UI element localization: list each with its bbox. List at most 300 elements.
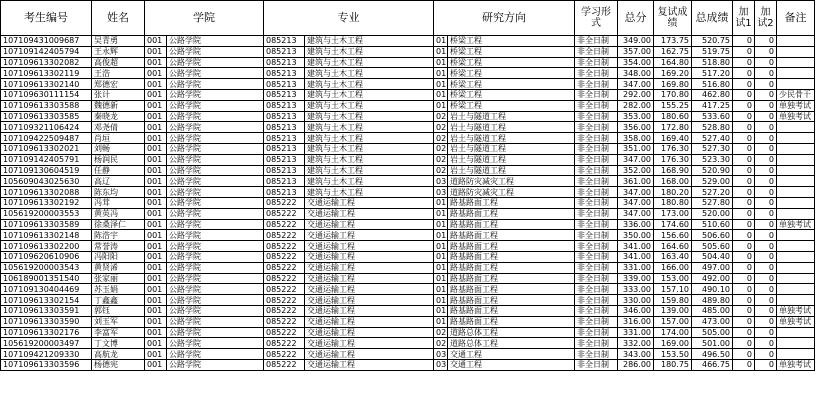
header-study-mode[interactable]: 学习形式: [575, 1, 618, 36]
cell-retest-score[interactable]: 153.00: [654, 273, 692, 284]
cell-college-name[interactable]: 公路学院: [167, 327, 264, 338]
cell-major-name[interactable]: 交通运输工程: [305, 273, 434, 284]
cell-direction-code[interactable]: 01: [434, 241, 448, 252]
cell-direction-code[interactable]: 01: [434, 68, 448, 79]
cell-direction-name[interactable]: 桥梁工程: [448, 79, 575, 90]
cell-extra-test-1[interactable]: 0: [733, 284, 755, 295]
cell-direction-code[interactable]: 01: [434, 305, 448, 316]
cell-direction-code[interactable]: 02: [434, 143, 448, 154]
cell-total-score[interactable]: 358.00: [618, 133, 654, 144]
cell-extra-test-1[interactable]: 0: [733, 176, 755, 187]
cell-direction-name[interactable]: 路基路面工程: [448, 230, 575, 241]
cell-name[interactable]: 高俊超: [92, 57, 145, 68]
cell-final-score[interactable]: 527.40: [692, 133, 733, 144]
cell-study-mode[interactable]: 非全日制: [575, 241, 618, 252]
cell-name[interactable]: 刘畅: [92, 143, 145, 154]
cell-retest-score[interactable]: 168.90: [654, 165, 692, 176]
cell-remarks[interactable]: 少民骨干: [777, 89, 815, 100]
cell-college-code[interactable]: 001: [145, 295, 167, 306]
cell-total-score[interactable]: 341.00: [618, 251, 654, 262]
cell-extra-test-1[interactable]: 0: [733, 208, 755, 219]
cell-study-mode[interactable]: 非全日制: [575, 359, 618, 370]
cell-remarks[interactable]: [777, 230, 815, 241]
cell-college-code[interactable]: 001: [145, 68, 167, 79]
cell-retest-score[interactable]: 139.00: [654, 305, 692, 316]
cell-retest-score[interactable]: 164.80: [654, 57, 692, 68]
cell-final-score[interactable]: 527.30: [692, 143, 733, 154]
cell-remarks[interactable]: [777, 349, 815, 360]
cell-major-code[interactable]: 085222: [264, 197, 305, 208]
cell-total-score[interactable]: 351.00: [618, 143, 654, 154]
cell-direction-name[interactable]: 桥梁工程: [448, 57, 575, 68]
header-name[interactable]: 姓名: [92, 1, 145, 36]
cell-major-code[interactable]: 085222: [264, 327, 305, 338]
cell-major-name[interactable]: 建筑与土木工程: [305, 154, 434, 165]
cell-major-code[interactable]: 085222: [264, 349, 305, 360]
cell-candidate-id[interactable]: 107109613302082: [1, 57, 92, 68]
cell-name[interactable]: 苏玉娟: [92, 284, 145, 295]
cell-candidate-id[interactable]: 107109613302200: [1, 241, 92, 252]
cell-college-name[interactable]: 公路学院: [167, 89, 264, 100]
cell-remarks[interactable]: 单独考试: [777, 359, 815, 370]
cell-major-code[interactable]: 085213: [264, 133, 305, 144]
cell-remarks[interactable]: 单独考试: [777, 316, 815, 327]
cell-total-score[interactable]: 361.00: [618, 176, 654, 187]
cell-direction-code[interactable]: 02: [434, 111, 448, 122]
cell-candidate-id[interactable]: 107109321106424: [1, 122, 92, 133]
header-remarks[interactable]: 备注: [777, 1, 815, 36]
cell-extra-test-1[interactable]: 0: [733, 251, 755, 262]
cell-extra-test-1[interactable]: 0: [733, 36, 755, 47]
cell-candidate-id[interactable]: 107109613302021: [1, 143, 92, 154]
cell-retest-score[interactable]: 180.75: [654, 359, 692, 370]
header-final-score[interactable]: 总成绩: [692, 1, 733, 36]
cell-major-code[interactable]: 085213: [264, 100, 305, 111]
cell-total-score[interactable]: 343.00: [618, 349, 654, 360]
cell-direction-code[interactable]: 01: [434, 230, 448, 241]
cell-final-score[interactable]: 462.80: [692, 89, 733, 100]
cell-retest-score[interactable]: 153.50: [654, 349, 692, 360]
cell-college-name[interactable]: 公路学院: [167, 208, 264, 219]
cell-direction-name[interactable]: 桥梁工程: [448, 36, 575, 47]
cell-major-name[interactable]: 交通运输工程: [305, 219, 434, 230]
cell-major-code[interactable]: 085222: [264, 241, 305, 252]
cell-major-code[interactable]: 085213: [264, 122, 305, 133]
cell-study-mode[interactable]: 非全日制: [575, 122, 618, 133]
cell-remarks[interactable]: [777, 165, 815, 176]
cell-final-score[interactable]: 516.80: [692, 79, 733, 90]
cell-extra-test-1[interactable]: 0: [733, 230, 755, 241]
cell-final-score[interactable]: 517.20: [692, 68, 733, 79]
cell-retest-score[interactable]: 157.10: [654, 284, 692, 295]
cell-final-score[interactable]: 519.75: [692, 46, 733, 57]
cell-college-name[interactable]: 公路学院: [167, 295, 264, 306]
cell-total-score[interactable]: 350.00: [618, 230, 654, 241]
cell-major-code[interactable]: 085222: [264, 219, 305, 230]
cell-extra-test-1[interactable]: 0: [733, 100, 755, 111]
cell-major-name[interactable]: 建筑与土木工程: [305, 36, 434, 47]
cell-college-code[interactable]: 001: [145, 349, 167, 360]
cell-extra-test-2[interactable]: 0: [755, 57, 777, 68]
cell-candidate-id[interactable]: 107109613302176: [1, 327, 92, 338]
cell-candidate-id[interactable]: 105619200003497: [1, 338, 92, 349]
cell-extra-test-2[interactable]: 0: [755, 68, 777, 79]
cell-candidate-id[interactable]: 107109613303588: [1, 100, 92, 111]
cell-college-name[interactable]: 公路学院: [167, 111, 264, 122]
cell-final-score[interactable]: 417.25: [692, 100, 733, 111]
cell-college-code[interactable]: 001: [145, 305, 167, 316]
cell-direction-code[interactable]: 03: [434, 359, 448, 370]
cell-candidate-id[interactable]: 107109431009687: [1, 36, 92, 47]
cell-direction-code[interactable]: 01: [434, 284, 448, 295]
cell-major-name[interactable]: 建筑与土木工程: [305, 57, 434, 68]
cell-name[interactable]: 刘玉军: [92, 316, 145, 327]
cell-college-name[interactable]: 公路学院: [167, 241, 264, 252]
cell-candidate-id[interactable]: 107109613302140: [1, 79, 92, 90]
cell-direction-code[interactable]: 01: [434, 316, 448, 327]
cell-college-code[interactable]: 001: [145, 36, 167, 47]
cell-study-mode[interactable]: 非全日制: [575, 187, 618, 198]
cell-direction-name[interactable]: 交通工程: [448, 359, 575, 370]
cell-extra-test-2[interactable]: 0: [755, 359, 777, 370]
cell-major-name[interactable]: 交通运输工程: [305, 338, 434, 349]
cell-name[interactable]: 陈东均: [92, 187, 145, 198]
cell-extra-test-2[interactable]: 0: [755, 316, 777, 327]
cell-total-score[interactable]: 354.00: [618, 57, 654, 68]
cell-major-name[interactable]: 交通运输工程: [305, 262, 434, 273]
cell-total-score[interactable]: 333.00: [618, 284, 654, 295]
cell-direction-name[interactable]: 道路总体工程: [448, 327, 575, 338]
cell-name[interactable]: 肖垣: [92, 133, 145, 144]
cell-total-score[interactable]: 356.00: [618, 122, 654, 133]
cell-college-name[interactable]: 公路学院: [167, 57, 264, 68]
cell-extra-test-1[interactable]: 0: [733, 295, 755, 306]
cell-candidate-id[interactable]: 107109613302192: [1, 197, 92, 208]
header-extra-test-2[interactable]: 加试2: [755, 1, 777, 36]
cell-direction-name[interactable]: 岩土与隧道工程: [448, 133, 575, 144]
cell-extra-test-2[interactable]: 0: [755, 230, 777, 241]
cell-total-score[interactable]: 282.00: [618, 100, 654, 111]
cell-total-score[interactable]: 331.00: [618, 327, 654, 338]
cell-college-name[interactable]: 公路学院: [167, 197, 264, 208]
cell-college-code[interactable]: 001: [145, 251, 167, 262]
cell-retest-score[interactable]: 162.75: [654, 46, 692, 57]
cell-total-score[interactable]: 346.00: [618, 305, 654, 316]
cell-retest-score[interactable]: 157.00: [654, 316, 692, 327]
cell-major-name[interactable]: 交通运输工程: [305, 349, 434, 360]
cell-major-name[interactable]: 建筑与土木工程: [305, 46, 434, 57]
cell-major-code[interactable]: 085213: [264, 57, 305, 68]
cell-direction-code[interactable]: 02: [434, 327, 448, 338]
cell-candidate-id[interactable]: 107109613302088: [1, 187, 92, 198]
cell-college-code[interactable]: 001: [145, 176, 167, 187]
cell-final-score[interactable]: 520.00: [692, 208, 733, 219]
cell-candidate-id[interactable]: 107109613302154: [1, 295, 92, 306]
cell-college-code[interactable]: 001: [145, 46, 167, 57]
cell-college-code[interactable]: 001: [145, 208, 167, 219]
cell-major-code[interactable]: 085222: [264, 295, 305, 306]
cell-extra-test-2[interactable]: 0: [755, 111, 777, 122]
cell-major-code[interactable]: 085213: [264, 154, 305, 165]
cell-remarks[interactable]: [777, 176, 815, 187]
cell-study-mode[interactable]: 非全日制: [575, 284, 618, 295]
cell-college-name[interactable]: 公路学院: [167, 305, 264, 316]
cell-study-mode[interactable]: 非全日制: [575, 154, 618, 165]
cell-retest-score[interactable]: 176.30: [654, 154, 692, 165]
cell-college-name[interactable]: 公路学院: [167, 349, 264, 360]
cell-study-mode[interactable]: 非全日制: [575, 273, 618, 284]
cell-direction-name[interactable]: 路基路面工程: [448, 262, 575, 273]
cell-direction-code[interactable]: 02: [434, 122, 448, 133]
cell-remarks[interactable]: [777, 273, 815, 284]
cell-candidate-id[interactable]: 107109613303591: [1, 305, 92, 316]
cell-extra-test-1[interactable]: 0: [733, 57, 755, 68]
cell-name[interactable]: 李富军: [92, 327, 145, 338]
cell-college-name[interactable]: 公路学院: [167, 251, 264, 262]
cell-extra-test-1[interactable]: 0: [733, 79, 755, 90]
cell-remarks[interactable]: [777, 68, 815, 79]
cell-final-score[interactable]: 527.80: [692, 197, 733, 208]
cell-extra-test-1[interactable]: 0: [733, 349, 755, 360]
cell-extra-test-2[interactable]: 0: [755, 133, 777, 144]
cell-candidate-id[interactable]: 105619200003553: [1, 208, 92, 219]
cell-direction-code[interactable]: 02: [434, 133, 448, 144]
cell-direction-code[interactable]: 01: [434, 36, 448, 47]
cell-major-name[interactable]: 建筑与土木工程: [305, 122, 434, 133]
cell-remarks[interactable]: [777, 251, 815, 262]
cell-extra-test-2[interactable]: 0: [755, 46, 777, 57]
cell-college-name[interactable]: 公路学院: [167, 36, 264, 47]
cell-direction-name[interactable]: 岩土与隧道工程: [448, 143, 575, 154]
cell-extra-test-1[interactable]: 0: [733, 273, 755, 284]
cell-extra-test-2[interactable]: 0: [755, 338, 777, 349]
cell-direction-code[interactable]: 01: [434, 251, 448, 262]
cell-total-score[interactable]: 347.00: [618, 154, 654, 165]
cell-college-name[interactable]: 公路学院: [167, 262, 264, 273]
cell-major-name[interactable]: 交通运输工程: [305, 197, 434, 208]
cell-final-score[interactable]: 506.60: [692, 230, 733, 241]
cell-direction-name[interactable]: 道路防灾减灾工程: [448, 176, 575, 187]
cell-college-code[interactable]: 001: [145, 154, 167, 165]
cell-direction-code[interactable]: 01: [434, 46, 448, 57]
cell-retest-score[interactable]: 173.00: [654, 208, 692, 219]
cell-candidate-id[interactable]: 107109613303590: [1, 316, 92, 327]
cell-direction-code[interactable]: 01: [434, 57, 448, 68]
cell-final-score[interactable]: 497.00: [692, 262, 733, 273]
cell-study-mode[interactable]: 非全日制: [575, 143, 618, 154]
header-research-direction[interactable]: 研究方向: [434, 1, 575, 36]
cell-retest-score[interactable]: 159.80: [654, 295, 692, 306]
cell-remarks[interactable]: 单独考试: [777, 305, 815, 316]
cell-retest-score[interactable]: 173.75: [654, 36, 692, 47]
cell-final-score[interactable]: 510.60: [692, 219, 733, 230]
cell-extra-test-2[interactable]: 0: [755, 122, 777, 133]
cell-extra-test-1[interactable]: 0: [733, 338, 755, 349]
cell-retest-score[interactable]: 169.40: [654, 133, 692, 144]
cell-major-code[interactable]: 085222: [264, 208, 305, 219]
cell-major-name[interactable]: 交通运输工程: [305, 251, 434, 262]
cell-direction-code[interactable]: 03: [434, 176, 448, 187]
cell-extra-test-2[interactable]: 0: [755, 176, 777, 187]
cell-extra-test-1[interactable]: 0: [733, 165, 755, 176]
cell-remarks[interactable]: [777, 197, 815, 208]
cell-study-mode[interactable]: 非全日制: [575, 349, 618, 360]
cell-extra-test-2[interactable]: 0: [755, 284, 777, 295]
cell-college-name[interactable]: 公路学院: [167, 46, 264, 57]
cell-direction-name[interactable]: 路基路面工程: [448, 273, 575, 284]
cell-total-score[interactable]: 341.00: [618, 241, 654, 252]
cell-extra-test-1[interactable]: 0: [733, 241, 755, 252]
cell-study-mode[interactable]: 非全日制: [575, 79, 618, 90]
cell-extra-test-2[interactable]: 0: [755, 143, 777, 154]
cell-study-mode[interactable]: 非全日制: [575, 89, 618, 100]
cell-college-name[interactable]: 公路学院: [167, 143, 264, 154]
cell-retest-score[interactable]: 170.80: [654, 89, 692, 100]
cell-name[interactable]: 陈浩宇: [92, 230, 145, 241]
cell-name[interactable]: 王永辉: [92, 46, 145, 57]
cell-direction-code[interactable]: 02: [434, 165, 448, 176]
cell-remarks[interactable]: [777, 133, 815, 144]
cell-major-code[interactable]: 085213: [264, 176, 305, 187]
cell-major-code[interactable]: 085222: [264, 338, 305, 349]
cell-extra-test-2[interactable]: 0: [755, 79, 777, 90]
cell-study-mode[interactable]: 非全日制: [575, 176, 618, 187]
cell-major-name[interactable]: 交通运输工程: [305, 295, 434, 306]
cell-study-mode[interactable]: 非全日制: [575, 208, 618, 219]
cell-final-score[interactable]: 490.10: [692, 284, 733, 295]
cell-remarks[interactable]: [777, 36, 815, 47]
cell-remarks[interactable]: [777, 262, 815, 273]
cell-candidate-id[interactable]: 107109142405791: [1, 154, 92, 165]
cell-college-code[interactable]: 001: [145, 197, 167, 208]
cell-major-code[interactable]: 085222: [264, 273, 305, 284]
cell-college-name[interactable]: 公路学院: [167, 176, 264, 187]
cell-college-code[interactable]: 001: [145, 262, 167, 273]
cell-final-score[interactable]: 520.75: [692, 36, 733, 47]
cell-total-score[interactable]: 339.00: [618, 273, 654, 284]
cell-retest-score[interactable]: 166.00: [654, 262, 692, 273]
cell-direction-code[interactable]: 01: [434, 79, 448, 90]
cell-retest-score[interactable]: 164.60: [654, 241, 692, 252]
cell-retest-score[interactable]: 176.30: [654, 143, 692, 154]
cell-total-score[interactable]: 316.00: [618, 316, 654, 327]
cell-extra-test-2[interactable]: 0: [755, 208, 777, 219]
cell-major-code[interactable]: 085213: [264, 36, 305, 47]
cell-college-code[interactable]: 001: [145, 165, 167, 176]
cell-college-code[interactable]: 001: [145, 57, 167, 68]
cell-direction-name[interactable]: 交通工程: [448, 349, 575, 360]
cell-direction-code[interactable]: 01: [434, 295, 448, 306]
cell-name[interactable]: 丁文博: [92, 338, 145, 349]
cell-name[interactable]: 黄英冯: [92, 208, 145, 219]
cell-candidate-id[interactable]: 107109613302148: [1, 230, 92, 241]
cell-major-code[interactable]: 085222: [264, 284, 305, 295]
cell-study-mode[interactable]: 非全日制: [575, 316, 618, 327]
cell-final-score[interactable]: 473.00: [692, 316, 733, 327]
cell-total-score[interactable]: 347.00: [618, 79, 654, 90]
cell-direction-code[interactable]: 01: [434, 197, 448, 208]
cell-retest-score[interactable]: 169.20: [654, 68, 692, 79]
cell-total-score[interactable]: 349.00: [618, 36, 654, 47]
cell-candidate-id[interactable]: 107109421209330: [1, 349, 92, 360]
cell-college-name[interactable]: 公路学院: [167, 122, 264, 133]
cell-major-code[interactable]: 085213: [264, 46, 305, 57]
cell-direction-name[interactable]: 岩土与隧道工程: [448, 111, 575, 122]
cell-name[interactable]: 魏德新: [92, 100, 145, 111]
header-candidate-id[interactable]: 考生编号: [1, 1, 92, 36]
cell-major-name[interactable]: 交通运输工程: [305, 241, 434, 252]
cell-college-name[interactable]: 公路学院: [167, 273, 264, 284]
cell-major-name[interactable]: 建筑与土木工程: [305, 68, 434, 79]
cell-major-code[interactable]: 085222: [264, 305, 305, 316]
cell-college-name[interactable]: 公路学院: [167, 230, 264, 241]
cell-final-score[interactable]: 528.80: [692, 122, 733, 133]
cell-name[interactable]: 高辽: [92, 176, 145, 187]
cell-extra-test-1[interactable]: 0: [733, 143, 755, 154]
cell-remarks[interactable]: 单独考试: [777, 111, 815, 122]
cell-study-mode[interactable]: 非全日制: [575, 338, 618, 349]
cell-major-name[interactable]: 建筑与土木工程: [305, 133, 434, 144]
cell-extra-test-2[interactable]: 0: [755, 100, 777, 111]
cell-total-score[interactable]: 347.00: [618, 208, 654, 219]
cell-extra-test-2[interactable]: 0: [755, 36, 777, 47]
cell-direction-name[interactable]: 路基路面工程: [448, 241, 575, 252]
cell-study-mode[interactable]: 非全日制: [575, 46, 618, 57]
cell-candidate-id[interactable]: 107109130404469: [1, 284, 92, 295]
cell-college-name[interactable]: 公路学院: [167, 165, 264, 176]
cell-retest-score[interactable]: 174.00: [654, 327, 692, 338]
cell-major-code[interactable]: 085222: [264, 359, 305, 370]
cell-final-score[interactable]: 518.80: [692, 57, 733, 68]
cell-remarks[interactable]: [777, 143, 815, 154]
cell-retest-score[interactable]: 172.80: [654, 122, 692, 133]
cell-direction-code[interactable]: 01: [434, 100, 448, 111]
cell-college-code[interactable]: 001: [145, 359, 167, 370]
cell-extra-test-2[interactable]: 0: [755, 197, 777, 208]
cell-major-name[interactable]: 建筑与土木工程: [305, 89, 434, 100]
cell-total-score[interactable]: 357.00: [618, 46, 654, 57]
cell-candidate-id[interactable]: 107109613303589: [1, 219, 92, 230]
cell-total-score[interactable]: 352.00: [618, 165, 654, 176]
cell-total-score[interactable]: 330.00: [618, 295, 654, 306]
cell-direction-name[interactable]: 岩土与隧道工程: [448, 122, 575, 133]
cell-name[interactable]: 杨德宪: [92, 359, 145, 370]
cell-name[interactable]: 冯阳阳: [92, 251, 145, 262]
cell-retest-score[interactable]: 174.60: [654, 219, 692, 230]
cell-college-code[interactable]: 001: [145, 327, 167, 338]
cell-remarks[interactable]: [777, 57, 815, 68]
cell-study-mode[interactable]: 非全日制: [575, 111, 618, 122]
cell-final-score[interactable]: 504.40: [692, 251, 733, 262]
cell-college-code[interactable]: 001: [145, 316, 167, 327]
cell-major-name[interactable]: 建筑与土木工程: [305, 111, 434, 122]
cell-direction-name[interactable]: 路基路面工程: [448, 316, 575, 327]
cell-extra-test-1[interactable]: 0: [733, 111, 755, 122]
cell-direction-code[interactable]: 01: [434, 219, 448, 230]
cell-extra-test-2[interactable]: 0: [755, 219, 777, 230]
cell-extra-test-1[interactable]: 0: [733, 154, 755, 165]
cell-college-code[interactable]: 001: [145, 230, 167, 241]
cell-study-mode[interactable]: 非全日制: [575, 262, 618, 273]
cell-direction-code[interactable]: 02: [434, 154, 448, 165]
cell-name[interactable]: 任静: [92, 165, 145, 176]
cell-study-mode[interactable]: 非全日制: [575, 36, 618, 47]
cell-direction-name[interactable]: 道路总体工程: [448, 338, 575, 349]
cell-candidate-id[interactable]: 105609043025630: [1, 176, 92, 187]
cell-final-score[interactable]: 501.00: [692, 338, 733, 349]
cell-candidate-id[interactable]: 107109130604519: [1, 165, 92, 176]
cell-study-mode[interactable]: 非全日制: [575, 219, 618, 230]
